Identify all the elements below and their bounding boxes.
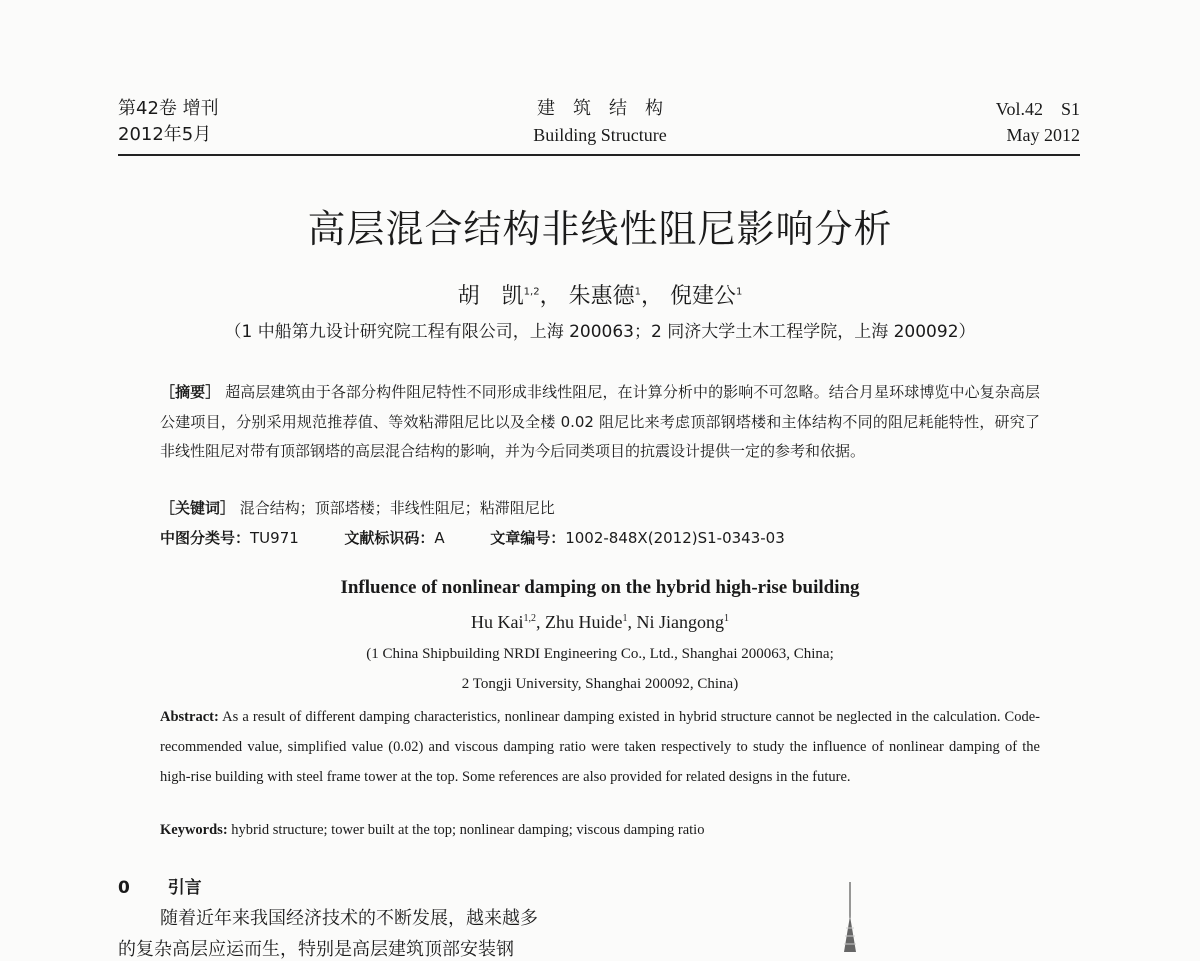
section-heading xyxy=(118,873,202,898)
affiliation-en-1: (1 China Shipbuilding NRDI Engineering Co., Ltd., Shanghai 200063, China; xyxy=(366,646,834,662)
article-no-label: 文章编号： xyxy=(490,529,566,547)
header-rule xyxy=(118,154,1080,156)
keywords-en-label: Keywords: xyxy=(160,822,228,838)
article-no-value: 1002-848X(2012)S1-0343-03 xyxy=(565,529,785,547)
volume-cn: 第42卷 增刊 xyxy=(118,98,219,119)
affiliation-cn: （1 中船第九设计研究院工程有限公司，上海 200063；2 同济大学土木工程学院，上海 200092） xyxy=(224,322,976,342)
clc-value: TU971 xyxy=(250,529,299,547)
abstract-cn-text: 超高层建筑由于各部分构件阻尼特性不同形成非线性阻尼，在计算分析中的影响不可忽略。结合月星环球博览中心复杂高层公建项目，分别采用规范推荐值、等效粘滞阻尼比以及全楼 0.02 阻尼比来考虑顶部钢塔楼和主体结构不同的阻尼耗能特性，研究了非线性阻尼对带有顶部钢塔的高层混合结构的影响，并为今后同类项目的抗震设计提供一定的参考和依据。 xyxy=(160,383,1040,460)
keywords-en xyxy=(160,822,704,839)
title-en: Influence of nonlinear damping on the hybrid high-rise building xyxy=(340,577,860,598)
keywords-cn-label: ［关键词］ xyxy=(160,499,236,517)
title-cn: 高层混合结构非线性阻尼影响分析 xyxy=(307,207,893,251)
keywords-cn xyxy=(160,497,555,518)
keywords-en-text: hybrid structure; tower built at the top; nonlinear damping; viscous damping ratio xyxy=(227,822,705,838)
author-sup: 1 xyxy=(723,613,729,624)
date-cn: 2012年5月 xyxy=(118,124,212,145)
author: 胡 凯 xyxy=(457,284,524,309)
abstract-en xyxy=(160,702,1040,792)
journal-name-en: Building Structure xyxy=(533,125,667,145)
doc-code-value: A xyxy=(434,529,445,547)
journal-volume-en xyxy=(996,96,1080,148)
author: 朱惠德 xyxy=(568,284,635,309)
author-sup: 1 xyxy=(622,613,628,624)
author-en: Hu Kai xyxy=(471,612,524,632)
keywords-cn-text: 混合结构；顶部塔楼；非线性阻尼；粘滞阻尼比 xyxy=(239,499,555,517)
author: 倪建公 xyxy=(669,284,736,309)
clc-label: 中图分类号： xyxy=(160,529,251,547)
abstract-cn-label: ［摘要］ xyxy=(160,383,221,401)
author-en: Ni Jiangong xyxy=(636,612,724,632)
author-sup: 1,2 xyxy=(523,286,540,298)
section-title: 引言 xyxy=(167,878,202,898)
authors-en: Hu Kai$^{1,2}$, Zhu Huide$^1$, Ni Jiangong$^1$ xyxy=(471,612,729,632)
volume-en: Vol.42 S1 xyxy=(995,99,1080,119)
body-line: 的复杂高层应运而生，特别是高层建筑顶部安装钢 xyxy=(118,939,514,960)
author-sup: 1,2 xyxy=(523,613,536,624)
journal-name-cn: 建 筑 结 构 xyxy=(537,98,663,119)
doc-code-label: 文献标识码： xyxy=(344,529,435,547)
affiliation-en-2: 2 Tongji University, Shanghai 200092, China) xyxy=(461,676,739,692)
classification xyxy=(160,527,785,548)
tower-figure xyxy=(820,878,880,952)
abstract-en-label: Abstract: xyxy=(160,709,219,725)
abstract-cn xyxy=(160,378,1040,467)
body-line: 随着近年来我国经济技术的不断发展，越来越多 xyxy=(160,908,538,929)
section-number: 0 xyxy=(118,878,130,898)
date-en: May 2012 xyxy=(1006,125,1080,145)
abstract-en-text: As a result of different damping characteristics, nonlinear damping existed in hybrid structure cannot be neglected in the calculation. Code-recommended value, simplified value (0.02) and viscous damping ratio were taken respectively to study the influence of nonlinear damping of the high-rise building with steel frame tower at the top. Some references are also provided for related designs in the future. xyxy=(160,709,1040,785)
author-sup: 1 xyxy=(634,286,641,298)
authors-cn: 胡 凯$^{1,2}$， 朱惠德$^1$， 倪建公$^1$ xyxy=(457,284,743,309)
author-en: Zhu Huide xyxy=(545,612,623,632)
author-sup: 1 xyxy=(735,286,743,298)
